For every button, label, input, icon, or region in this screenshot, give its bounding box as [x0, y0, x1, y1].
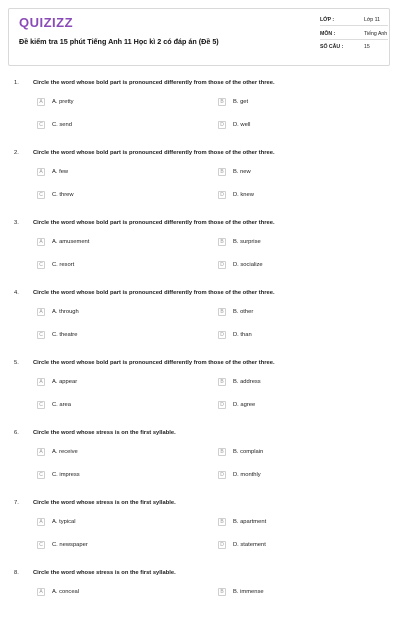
meta-row-class [320, 17, 390, 31]
option-checkbox[interactable]: D [218, 261, 226, 269]
divider [320, 39, 388, 40]
option-label: A. few [52, 169, 69, 175]
option-label: D. knew [233, 192, 254, 198]
answer-option[interactable] [37, 588, 187, 598]
option-checkbox[interactable]: A [37, 308, 45, 316]
question-3 [0, 220, 400, 290]
meta-label: MÔN : [320, 30, 336, 37]
worksheet-header [8, 8, 390, 66]
option-label: B. address [233, 379, 261, 385]
option-checkbox[interactable]: A [37, 168, 45, 176]
option-checkbox[interactable]: A [37, 98, 45, 106]
answer-option[interactable] [218, 191, 368, 201]
option-checkbox[interactable]: D [218, 401, 226, 409]
answer-option[interactable] [218, 168, 368, 178]
question-number: 4. [14, 290, 19, 296]
option-label: B. surprise [233, 239, 261, 245]
option-checkbox[interactable]: D [218, 191, 226, 199]
option-checkbox[interactable]: B [218, 588, 226, 596]
question-number: 6. [14, 430, 19, 436]
option-checkbox[interactable]: C [37, 331, 45, 339]
option-checkbox[interactable]: C [37, 541, 45, 549]
question-text: Circle the word whose bold part is pronounced differently from those of the other three. [33, 220, 275, 226]
option-checkbox[interactable]: B [218, 448, 226, 456]
question-text: Circle the word whose stress is on the first syllable. [33, 570, 176, 576]
answer-option[interactable] [37, 331, 187, 341]
option-label: B. apartment [233, 519, 267, 525]
option-checkbox[interactable]: C [37, 401, 45, 409]
option-checkbox[interactable]: B [218, 308, 226, 316]
option-label: C. impress [52, 472, 80, 478]
question-4 [0, 290, 400, 360]
answer-option[interactable] [218, 261, 368, 271]
question-number: 1. [14, 80, 19, 86]
option-label: A. amusement [52, 239, 90, 245]
answer-option[interactable] [218, 378, 368, 388]
option-checkbox[interactable]: D [218, 541, 226, 549]
answer-option[interactable] [37, 168, 187, 178]
option-checkbox[interactable]: B [218, 378, 226, 386]
meta-row-subject [320, 31, 390, 45]
option-label: A. pretty [52, 99, 74, 105]
answer-option[interactable] [218, 401, 368, 411]
answer-option[interactable] [37, 261, 187, 271]
option-label: A. receive [52, 449, 78, 455]
answer-option[interactable] [37, 238, 187, 248]
option-checkbox[interactable]: A [37, 378, 45, 386]
question-number: 3. [14, 220, 19, 226]
option-label: C. resort [52, 262, 75, 268]
option-label: D. monthly [233, 472, 261, 478]
question-text: Circle the word whose stress is on the first syllable. [33, 430, 176, 436]
option-label: C. theatre [52, 332, 78, 338]
answer-option[interactable] [37, 518, 187, 528]
question-number: 5. [14, 360, 19, 366]
option-label: C. threw [52, 192, 74, 198]
option-label: A. typical [52, 519, 76, 525]
option-label: D. than [233, 332, 252, 338]
option-checkbox[interactable]: C [37, 191, 45, 199]
question-text: Circle the word whose bold part is pronounced differently from those of the other three. [33, 360, 275, 366]
option-label: B. complain [233, 449, 264, 455]
answer-option[interactable] [218, 98, 368, 108]
option-checkbox[interactable]: C [37, 121, 45, 129]
meta-value: Tiếng Anh [364, 30, 388, 37]
option-checkbox[interactable]: A [37, 518, 45, 526]
option-label: D. statement [233, 542, 266, 548]
answer-option[interactable] [218, 541, 368, 551]
answer-option[interactable] [218, 471, 368, 481]
answer-option[interactable] [37, 191, 187, 201]
answer-option[interactable] [37, 541, 187, 551]
divider [320, 25, 388, 26]
option-checkbox[interactable]: B [218, 168, 226, 176]
answer-option[interactable] [218, 308, 368, 318]
question-number: 8. [14, 570, 19, 576]
option-checkbox[interactable]: D [218, 331, 226, 339]
option-label: B. other [233, 309, 254, 315]
option-checkbox[interactable]: A [37, 238, 45, 246]
option-checkbox[interactable]: B [218, 238, 226, 246]
option-label: B. immense [233, 589, 264, 595]
question-text: Circle the word whose bold part is pronounced differently from those of the other three. [33, 150, 275, 156]
question-number: 2. [14, 150, 19, 156]
answer-option[interactable] [37, 308, 187, 318]
option-label: D. well [233, 122, 251, 128]
meta-info [320, 17, 390, 58]
option-label: D. agree [233, 402, 256, 408]
quizizz-logo: QUIZIZZ [19, 15, 74, 30]
answer-option[interactable] [37, 448, 187, 458]
answer-option[interactable] [218, 588, 368, 598]
option-checkbox[interactable]: B [218, 518, 226, 526]
option-label: A. conceal [52, 589, 80, 595]
option-checkbox[interactable]: A [37, 448, 45, 456]
question-2 [0, 150, 400, 220]
answer-option[interactable] [218, 238, 368, 248]
option-label: B. new [233, 169, 251, 175]
option-label: C. send [52, 122, 72, 128]
option-checkbox[interactable]: C [37, 261, 45, 269]
option-label: C. newspaper [52, 542, 88, 548]
meta-value: 15 [364, 44, 370, 50]
question-text: Circle the word whose bold part is pronounced differently from those of the other three. [33, 290, 275, 296]
option-checkbox[interactable]: A [37, 588, 45, 596]
answer-option[interactable] [37, 378, 187, 388]
option-label: A. through [52, 309, 79, 315]
question-number: 7. [14, 500, 19, 506]
question-8 [0, 570, 400, 640]
option-label: C. area [52, 402, 72, 408]
meta-label: LỚP : [320, 17, 335, 23]
option-label: A. appear [52, 379, 78, 385]
answer-option[interactable] [218, 518, 368, 528]
answer-option[interactable] [218, 331, 368, 341]
answer-option[interactable] [218, 448, 368, 458]
question-text: Circle the word whose stress is on the first syllable. [33, 500, 176, 506]
answer-option[interactable] [37, 401, 187, 411]
question-1 [0, 80, 400, 150]
option-checkbox[interactable]: C [37, 471, 45, 479]
question-6 [0, 430, 400, 500]
question-5 [0, 360, 400, 430]
option-checkbox[interactable]: D [218, 121, 226, 129]
option-label: B. get [233, 99, 249, 105]
meta-row-count [320, 44, 390, 58]
answer-option[interactable] [37, 471, 187, 481]
option-label: D. socialize [233, 262, 263, 268]
question-text: Circle the word whose bold part is pronounced differently from those of the other three. [33, 80, 275, 86]
answer-option[interactable] [37, 121, 187, 131]
answer-option[interactable] [37, 98, 187, 108]
question-7 [0, 500, 400, 570]
option-checkbox[interactable]: B [218, 98, 226, 106]
answer-option[interactable] [218, 121, 368, 131]
meta-value: Lớp 11 [364, 17, 380, 23]
meta-label: SỐ CÂU : [320, 44, 344, 50]
worksheet-title: Đề kiểm tra 15 phút Tiếng Anh 11 Học kì 2 có đáp án (Đề 5) [19, 37, 219, 46]
option-checkbox[interactable]: D [218, 471, 226, 479]
